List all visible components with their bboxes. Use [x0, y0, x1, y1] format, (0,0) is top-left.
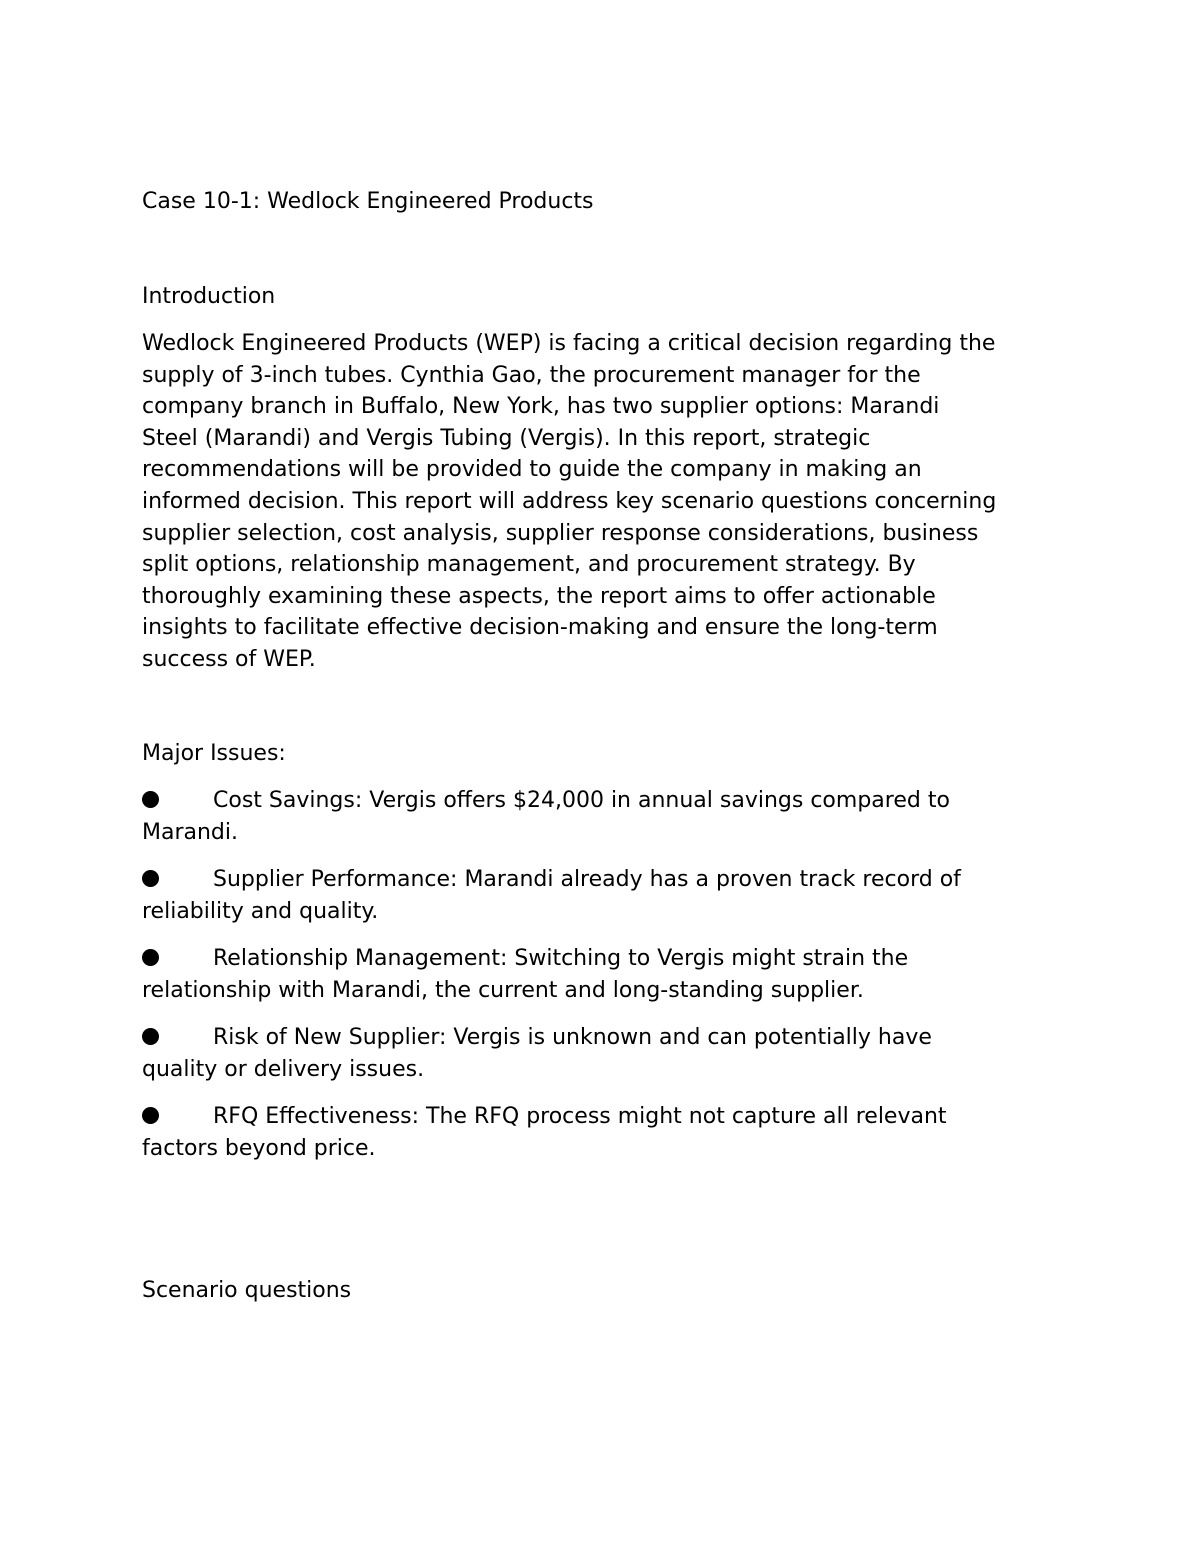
scenario-questions-heading: Scenario questions	[142, 1278, 352, 1303]
issue-text-continued: reliability and quality.	[142, 899, 379, 924]
introduction-paragraph	[142, 328, 1072, 676]
list-item-first-line	[142, 1022, 1072, 1054]
bullet-icon	[142, 1101, 213, 1133]
issue-text: Cost Savings: Vergis offers $24,000 in annual savings compared to	[213, 788, 950, 813]
major-issues-list	[142, 785, 1072, 1180]
bullet-dot	[142, 791, 159, 808]
list-item-first-line	[142, 1101, 1072, 1133]
bullet-icon	[142, 864, 213, 896]
paragraph-line: informed decision. This report will address key scenario questions concerning	[142, 488, 997, 514]
issue-text: Relationship Management: Switching to Vergis might strain the	[213, 946, 909, 971]
document-title: Case 10-1: Wedlock Engineered Products	[142, 189, 594, 214]
list-item-first-line	[142, 785, 1072, 817]
bullet-dot	[142, 870, 159, 887]
paragraph-line: recommendations will be provided to guide the company in making an	[142, 457, 922, 483]
paragraph-line: Steel (Marandi) and Vergis Tubing (Vergis). In this report, strategic	[142, 425, 871, 451]
issue-text: RFQ Effectiveness: The RFQ process might not capture all relevant	[213, 1104, 947, 1129]
document-page	[142, 0, 1072, 1553]
issue-text-continued: factors beyond price.	[142, 1136, 376, 1161]
list-item	[142, 943, 1072, 1007]
paragraph-line: thoroughly examining these aspects, the report aims to offer actionable	[142, 583, 936, 609]
list-item	[142, 1101, 1072, 1165]
introduction-heading: Introduction	[142, 284, 276, 309]
bullet-icon	[142, 943, 213, 975]
issue-text: Risk of New Supplier: Vergis is unknown and can potentially have	[213, 1025, 932, 1050]
paragraph-line: insights to facilitate effective decision-making and ensure the long-term	[142, 615, 938, 641]
issue-text-continued: relationship with Marandi, the current and long-standing supplier.	[142, 978, 864, 1003]
list-item-first-line	[142, 864, 1072, 896]
paragraph-line: success of WEP.	[142, 646, 316, 672]
issue-text-continued: quality or delivery issues.	[142, 1057, 425, 1082]
major-issues-heading: Major Issues:	[142, 741, 286, 766]
bullet-dot	[142, 1107, 159, 1124]
list-item	[142, 1022, 1072, 1086]
list-item	[142, 864, 1072, 928]
bullet-dot	[142, 1028, 159, 1045]
paragraph-line: supplier selection, cost analysis, supplier response considerations, business	[142, 520, 979, 546]
paragraph-line: supply of 3-inch tubes. Cynthia Gao, the procurement manager for the	[142, 362, 921, 388]
list-item-first-line	[142, 943, 1072, 975]
issue-text-continued: Marandi.	[142, 820, 239, 845]
bullet-icon	[142, 1022, 213, 1054]
issue-text: Supplier Performance: Marandi already has a proven track record of	[213, 867, 961, 892]
paragraph-line: company branch in Buffalo, New York, has two supplier options: Marandi	[142, 394, 940, 420]
bullet-dot	[142, 949, 159, 966]
bullet-icon	[142, 785, 213, 817]
paragraph-line: Wedlock Engineered Products (WEP) is facing a critical decision regarding the	[142, 331, 996, 356]
list-item	[142, 785, 1072, 849]
paragraph-line: split options, relationship management, and procurement strategy. By	[142, 552, 916, 578]
